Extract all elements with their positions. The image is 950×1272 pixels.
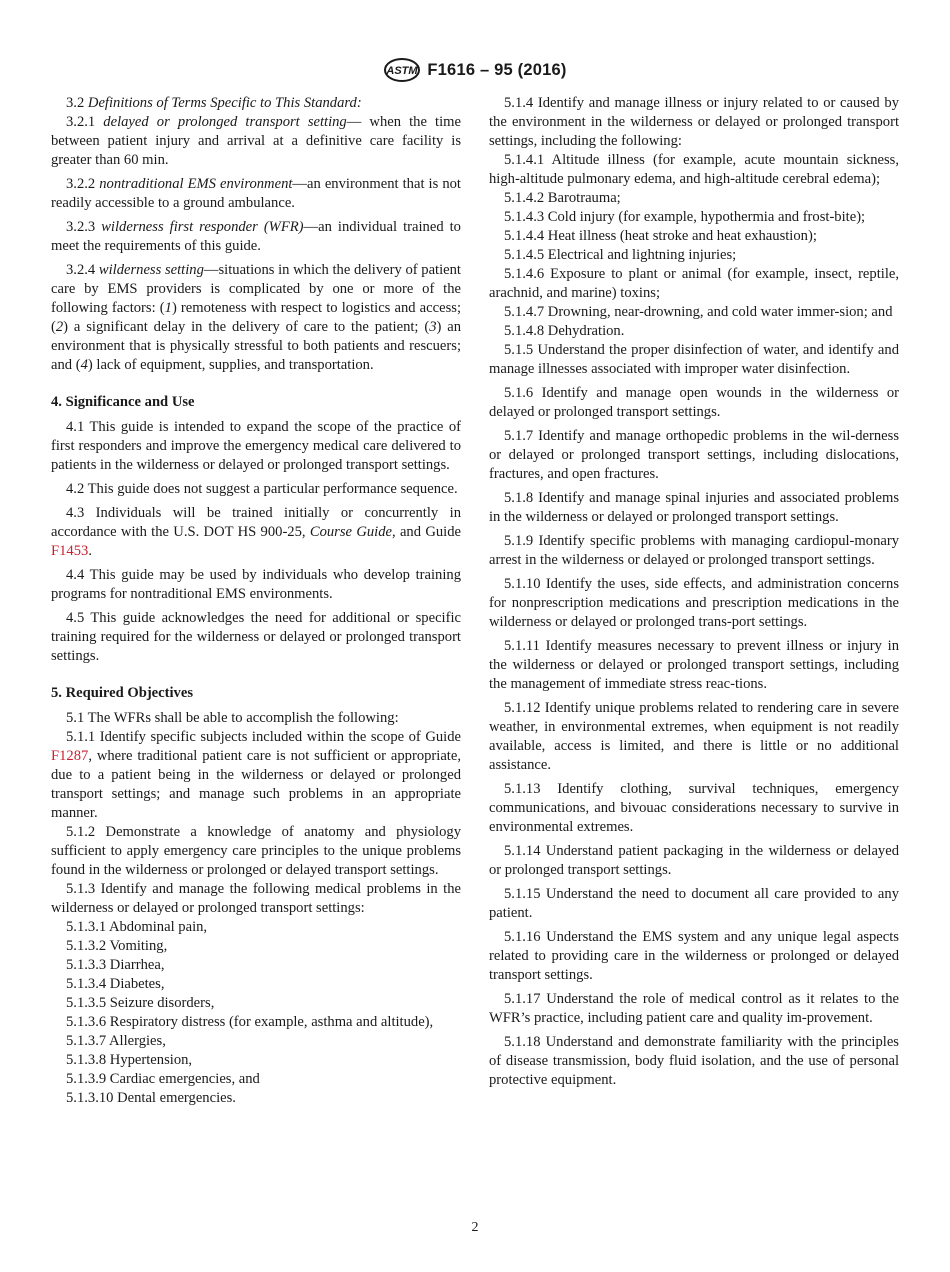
section-5-1-7: 5.1.7 Identify and manage orthopedic problems in the wil-derness or delayed or prolonged transport settings, including dislocations, fractures, and open fractures. bbox=[489, 428, 899, 482]
section-5-1-13: 5.1.13 Identify clothing, survival techniques, emergency communications, and bivouac considerations necessary to survive in environmental extremes. bbox=[489, 781, 899, 835]
section-3-2-3: 3.2.3 wilderness first responder (WFR)—an individual trained to meet the requirements of this guide. bbox=[51, 219, 461, 254]
section-5-1-17: 5.1.17 Understand the role of medical control as it relates to the WFR’s practice, including patient care and quality im-provement. bbox=[489, 991, 899, 1026]
section-5-1-5: 5.1.5 Understand the proper disinfection of water, and identify and manage illnesses associated with improper water disinfection. bbox=[489, 342, 899, 377]
list-item: 5.1.4.2 Barotrauma; bbox=[504, 190, 621, 206]
list-item: 5.1.4.1 Altitude illness (for example, acute mountain sickness, high-altitude pulmonary edema, and high-altitude cerebral edema); bbox=[489, 152, 899, 187]
list-item: 5.1.4.5 Electrical and lightning injuries; bbox=[504, 247, 737, 263]
section-5-heading: 5. Required Objectives bbox=[51, 685, 194, 701]
right-column bbox=[489, 94, 899, 1090]
section-3-2-2: 3.2.2 nontraditional EMS environment—an environment that is not readily accessible to a ground ambulance. bbox=[51, 176, 461, 211]
section-5-1: 5.1 The WFRs shall be able to accomplish the following: bbox=[66, 710, 399, 726]
page-header bbox=[0, 58, 950, 82]
list-item: 5.1.3.3 Diarrhea, bbox=[66, 957, 165, 973]
section-4-4: 4.4 This guide may be used by individuals who develop training programs for nontraditional EMS environments. bbox=[51, 567, 461, 602]
section-5-1-9: 5.1.9 Identify specific problems with managing cardiopul-monary arrest in the wilderness or delayed or prolonged transport settings. bbox=[489, 533, 899, 568]
list-item: 5.1.3.2 Vomiting, bbox=[66, 938, 168, 954]
list-item: 5.1.3.7 Allergies, bbox=[66, 1033, 166, 1049]
section-5-1-11: 5.1.11 Identify measures necessary to prevent illness or injury in the wilderness or delayed or prolonged transport settings, including the management of immediate stress reac-tions. bbox=[489, 638, 899, 692]
astm-logo-text: ASTM bbox=[386, 65, 418, 77]
section-5-1-4: 5.1.4 Identify and manage illness or injury related to or caused by the environment in the wilderness or delayed or prolonged transport settings, including the following: bbox=[489, 95, 899, 149]
section-5-1-10: 5.1.10 Identify the uses, side effects, and administration concerns for nonprescription medications and prescription medications in the wilderness or delayed or prolonged trans-port settings. bbox=[489, 576, 899, 630]
list-item: 5.1.4.4 Heat illness (heat stroke and heat exhaustion); bbox=[504, 228, 817, 244]
list-item: 5.1.3.10 Dental emergencies. bbox=[66, 1090, 236, 1106]
astm-logo-icon bbox=[383, 58, 421, 82]
section-5-1-3: 5.1.3 Identify and manage the following medical problems in the wilderness or delayed or prolonged transport settings: bbox=[51, 881, 461, 916]
list-item: 5.1.3.6 Respiratory distress (for example, asthma and altitude), bbox=[66, 1014, 434, 1030]
list-item: 5.1.4.3 Cold injury (for example, hypothermia and frost-bite); bbox=[504, 209, 866, 225]
list-item: 5.1.3.8 Hypertension, bbox=[66, 1052, 193, 1068]
page-number: 2 bbox=[471, 1220, 479, 1235]
list-item: 5.1.3.5 Seizure disorders, bbox=[66, 995, 215, 1011]
section-5-1-18: 5.1.18 Understand and demonstrate familiarity with the principles of disease transmission, body fluid isolation, and the use of personal protective equipment. bbox=[489, 1034, 899, 1088]
section-4-2: 4.2 This guide does not suggest a particular performance sequence. bbox=[66, 481, 458, 497]
document-designation: F1616 – 95 (2016) bbox=[427, 60, 567, 79]
section-5-1-6: 5.1.6 Identify and manage open wounds in the wilderness or delayed or prolonged transport settings. bbox=[489, 385, 899, 420]
list-item: 5.1.4.8 Dehydration. bbox=[504, 323, 625, 339]
list-item: 5.1.4.7 Drowning, near-drowning, and cold water immer-sion; and bbox=[504, 304, 893, 320]
list-item: 5.1.3.4 Diabetes, bbox=[66, 976, 165, 992]
list-item: 5.1.4.6 Exposure to plant or animal (for example, insect, reptile, arachnid, and marine) toxins; bbox=[489, 266, 899, 301]
section-5-1-8: 5.1.8 Identify and manage spinal injuries and associated problems in the wilderness or delayed or prolonged transport settings. bbox=[489, 490, 899, 525]
section-5-1-1: 5.1.1 Identify specific subjects included within the scope of Guide F1287, where traditional patient care is not sufficient or appropriate, due to a patient being in the wilderness or delayed or prolonged transport settings; and manage such problems in an appropriate manner. bbox=[51, 729, 461, 821]
ref-f1287-link[interactable]: F1287 bbox=[51, 748, 89, 764]
list-item: 5.1.3.1 Abdominal pain, bbox=[66, 919, 208, 935]
left-column bbox=[51, 94, 461, 1108]
section-4-heading: 4. Significance and Use bbox=[51, 394, 195, 410]
section-3-2: 3.2 Definitions of Terms Specific to This Standard: bbox=[66, 95, 362, 111]
section-4-1: 4.1 This guide is intended to expand the scope of the practice of first responders and improve the emergency medical care delivered to patients in the wilderness or delayed or prolonged transport settings. bbox=[51, 419, 461, 473]
section-3-2-4: 3.2.4 wilderness setting—situations in which the delivery of patient care by EMS providers is complicated by one or more of the following factors: (1) remoteness with respect to logistics and access; (2) a significant delay in the delivery of care to the patient; (3) an environment that is physically stressful to both patients and rescuers; and (4) lack of equipment, supplies, and transportation. bbox=[51, 262, 462, 373]
section-4-5: 4.5 This guide acknowledges the need for additional or specific training required for the wilderness or delayed or prolonged transport settings. bbox=[51, 610, 461, 664]
section-3-2-1: 3.2.1 delayed or prolonged transport setting— when the time between patient injury and arrival at a definitive care facility is greater than 60 min. bbox=[51, 114, 461, 168]
section-5-1-2: 5.1.2 Demonstrate a knowledge of anatomy and physiology sufficient to apply emergency care principles to the unique problems found in the wilderness or prolonged or delayed transport settings. bbox=[51, 824, 461, 878]
list-item: 5.1.3.9 Cardiac emergencies, and bbox=[66, 1071, 260, 1087]
ref-f1453-link[interactable]: F1453 bbox=[51, 543, 89, 559]
section-5-1-12: 5.1.12 Identify unique problems related to rendering care in severe weather, in environmental extremes, when equipment is not readily available, access is limited, and there is little or no additional assistance. bbox=[489, 700, 899, 773]
section-5-1-16: 5.1.16 Understand the EMS system and any unique legal aspects related to providing care in the wilderness or prolonged or delayed transport settings. bbox=[489, 929, 899, 983]
section-5-1-15: 5.1.15 Understand the need to document all care provided to any patient. bbox=[489, 886, 899, 921]
section-4-3: 4.3 Individuals will be trained initially or concurrently in accordance with the U.S. DOT HS 900-25, Course Guide, and Guide F1453. bbox=[51, 505, 461, 559]
section-5-1-14: 5.1.14 Understand patient packaging in the wilderness or delayed or prolonged transport settings. bbox=[489, 843, 899, 878]
